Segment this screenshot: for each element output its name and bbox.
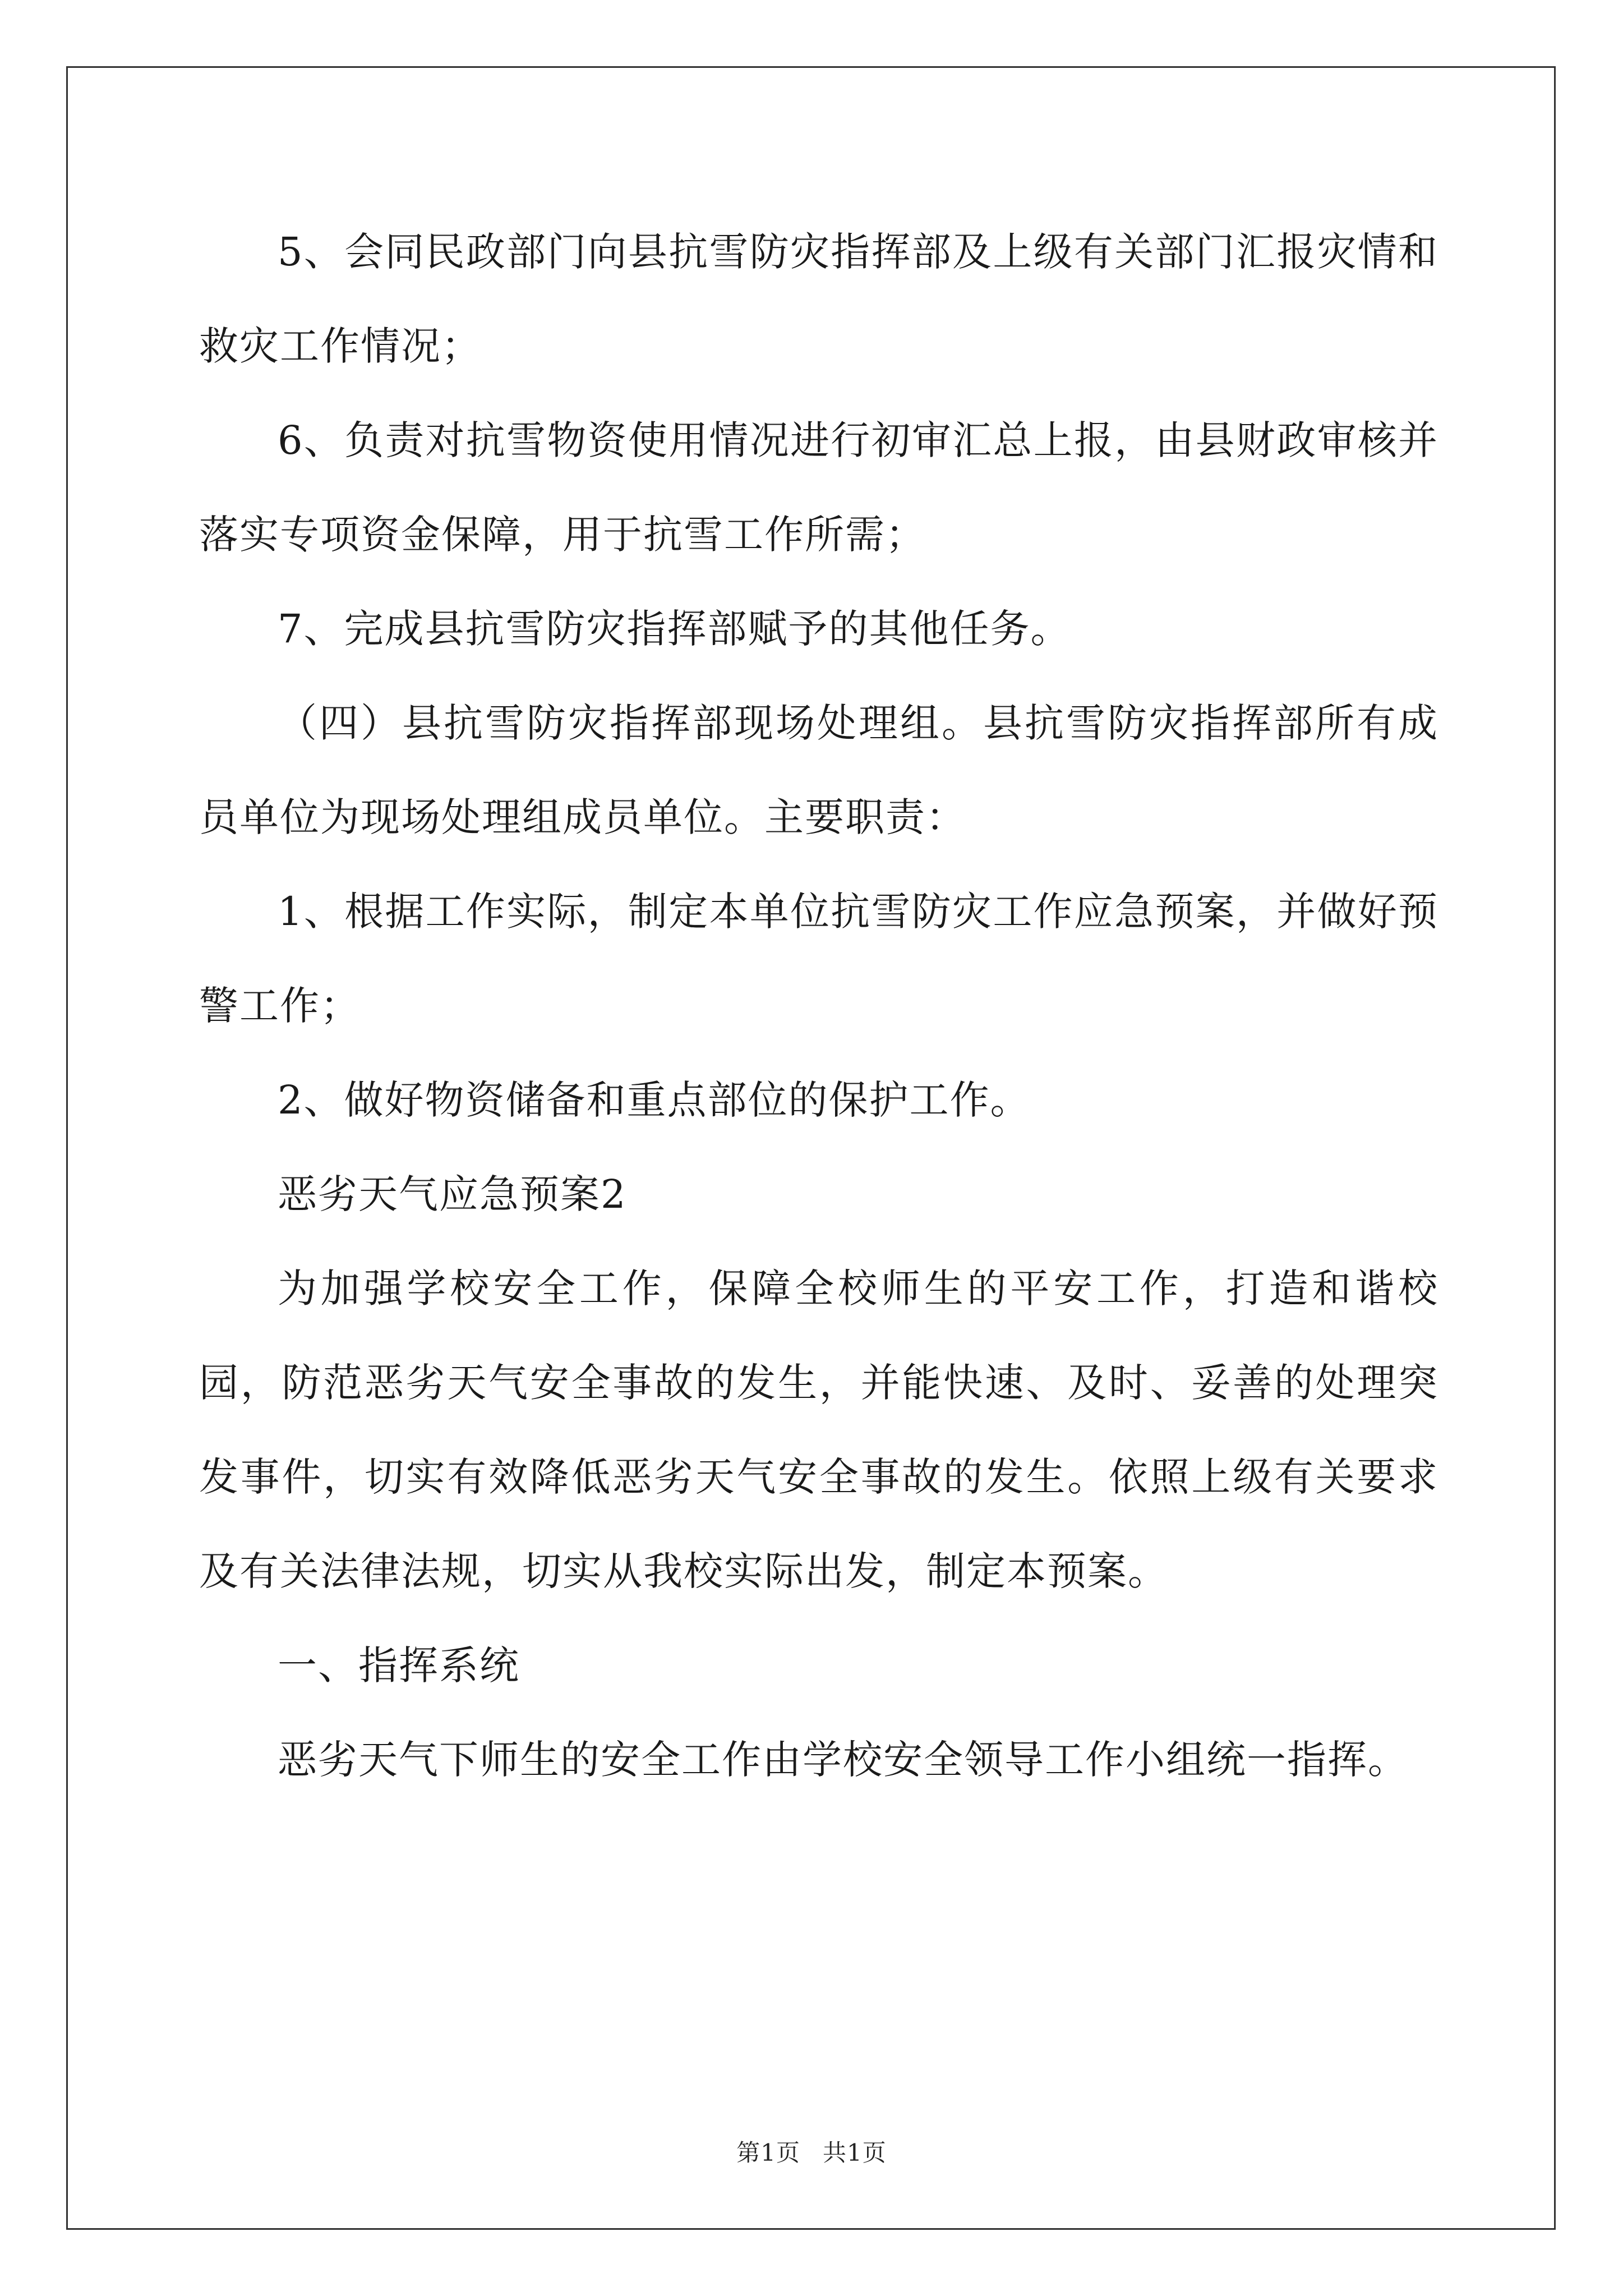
paragraph: 2、做好物资储备和重点部位的保护工作。: [278, 1077, 1031, 1123]
paragraph: 5、会同民政部门向县抗雪防灾指挥部及上级有关部门汇报灾情和救灾工作情况；: [199, 229, 1438, 369]
section-heading: 恶劣天气应急预案2: [278, 1171, 627, 1217]
page-total: 共1页: [823, 2139, 887, 2166]
paragraph: 为加强学校安全工作，保障全校师生的平安工作，打造和谐校园，防范恶劣天气安全事故的发生，并能快速、及时、妥善的处理突发事件，切实有效降低恶劣天气安全事故的发生。依照上级有关要求及有关法律法规，切实从我校实际出发，制定本预案。: [199, 1266, 1438, 1594]
section-heading: 一、指挥系统: [278, 1642, 520, 1688]
paragraph: 1、根据工作实际，制定本单位抗雪防灾工作应急预案，并做好预警工作；: [199, 889, 1438, 1029]
paragraph: 6、负责对抗雪物资使用情况进行初审汇总上报，由县财政审核并落实专项资金保障，用于抗雪工作所需；: [199, 417, 1438, 558]
page-number: 第1页: [736, 2139, 800, 2166]
paragraph: 7、完成县抗雪防灾指挥部赋予的其他任务。: [278, 606, 1071, 652]
paragraph: 恶劣天气下师生的安全工作由学校安全领导工作小组统一指挥。: [278, 1737, 1408, 1783]
page-footer: [0, 2136, 1623, 2170]
paragraph: （四）县抗雪防灾指挥部现场处理组。县抗雪防灾指挥部所有成员单位为现场处理组成员单位。主要职责：: [199, 700, 1438, 840]
document-body: [199, 205, 1438, 1807]
